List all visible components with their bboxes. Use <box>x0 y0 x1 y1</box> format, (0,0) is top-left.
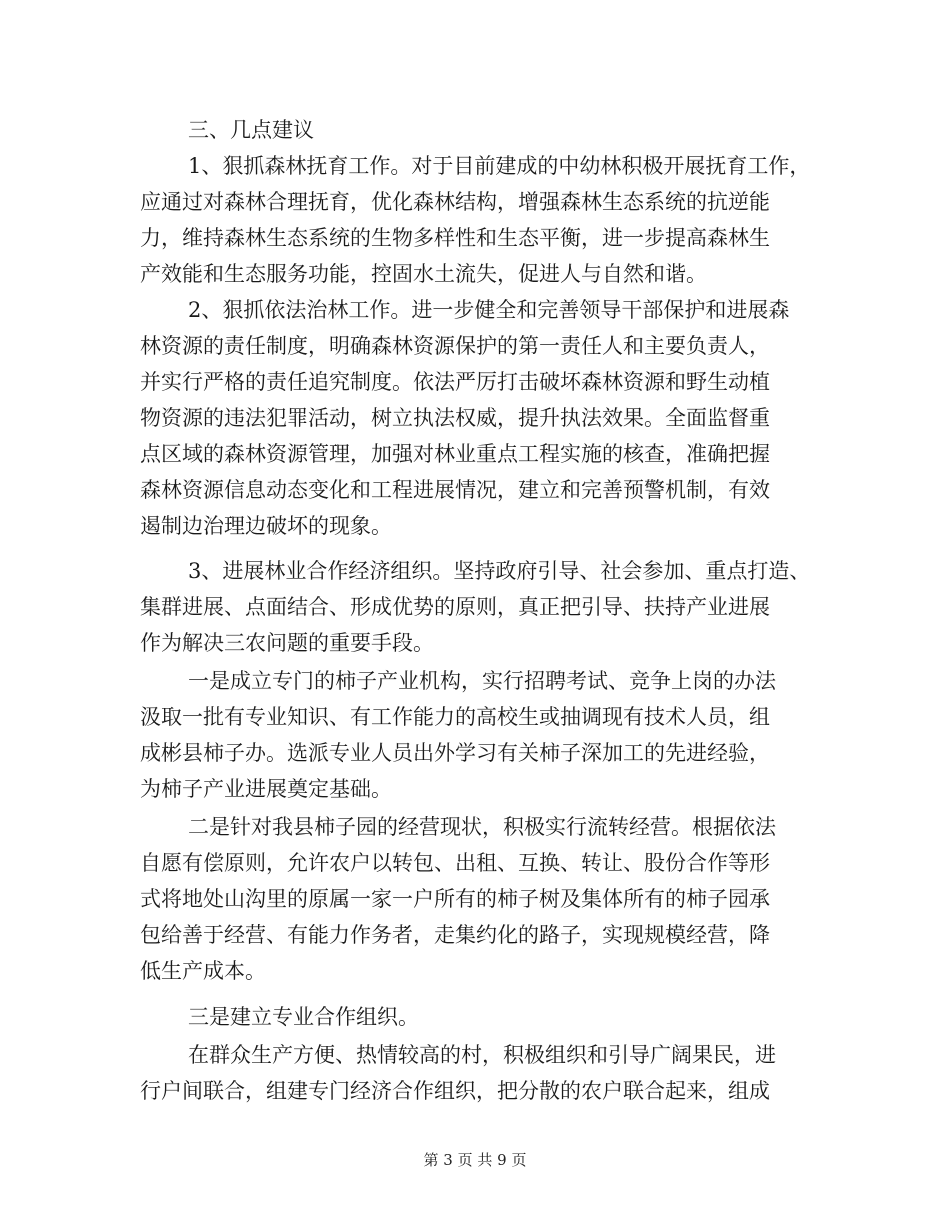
text-line: 作为解决三农问题的重要手段。 <box>140 631 434 655</box>
page-number-footer: 第 3 页 共 9 页 <box>423 1151 527 1169</box>
text-line: 森林资源信息动态变化和工程进展情况，建立和完善预警机制，有效 <box>140 478 770 502</box>
text-line: 物资源的违法犯罪活动，树立执法权威，提升执法效果。全面监督重 <box>140 406 770 430</box>
text-line: 点区域的森林资源管理，加强对林业重点工程实施的核查，准确把握 <box>140 442 770 466</box>
text-line: 二是针对我县柿子园的经营现状，积极实行流转经营。根据依法 <box>188 815 776 839</box>
text-line: 应通过对森林合理抚育，优化森林结构，增强森林生态系统的抗逆能 <box>140 190 770 214</box>
text-line: 产效能和生态服务功能，控固水土流失，促进人与自然和谐。 <box>140 262 707 286</box>
text-line: 遏制边治理边破坏的现象。 <box>140 514 392 538</box>
text-line: 三、几点建议 <box>188 118 314 142</box>
text-line: 为柿子产业进展奠定基础。 <box>140 777 392 801</box>
text-line: 低生产成本。 <box>140 959 266 983</box>
text-line: 行户间联合，组建专门经济合作组织，把分散的农户联合起来，组成 <box>140 1079 770 1103</box>
text-line: 在群众生产方便、热情较高的村，积极组织和引导广阔果民，进 <box>188 1043 776 1067</box>
text-line: 三是建立专业合作组织。 <box>188 1005 419 1029</box>
text-line: 包给善于经营、有能力作务者，走集约化的路子，实现规模经营，降 <box>140 923 770 947</box>
text-line: 汲取一批有专业知识、有工作能力的高校生或抽调现有技术人员，组 <box>140 705 770 729</box>
text-line: 林资源的责任制度，明确森林资源保护的第一责任人和主要负责人， <box>140 334 770 358</box>
text-line: 2、狠抓依法治林工作。进一步健全和完善领导干部保护和进展森 <box>188 298 790 322</box>
text-line: 集群进展、点面结合、形成优势的原则，真正把引导、扶持产业进展 <box>140 595 770 619</box>
text-line: 3、进展林业合作经济组织。坚持政府引导、社会参加、重点打造、 <box>188 559 811 583</box>
text-line: 式将地处山沟里的原属一家一户所有的柿子树及集体所有的柿子园承 <box>140 887 770 911</box>
text-line: 1、狠抓森林抚育工作。对于目前建成的中幼林积极开展抚育工作， <box>188 154 811 178</box>
text-line: 成彬县柿子办。选派专业人员出外学习有关柿子深加工的先进经验， <box>140 741 770 765</box>
text-line: 自愿有偿原则，允许农户以转包、出租、互换、转让、股份合作等形 <box>140 851 770 875</box>
text-line: 力，维持森林生态系统的生物多样性和生态平衡，进一步提高森林生 <box>140 226 770 250</box>
text-line: 一是成立专门的柿子产业机构，实行招聘考试、竞争上岗的办法 <box>188 669 776 693</box>
text-line: 并实行严格的责任追究制度。依法严厉打击破坏森林资源和野生动植 <box>140 370 770 394</box>
